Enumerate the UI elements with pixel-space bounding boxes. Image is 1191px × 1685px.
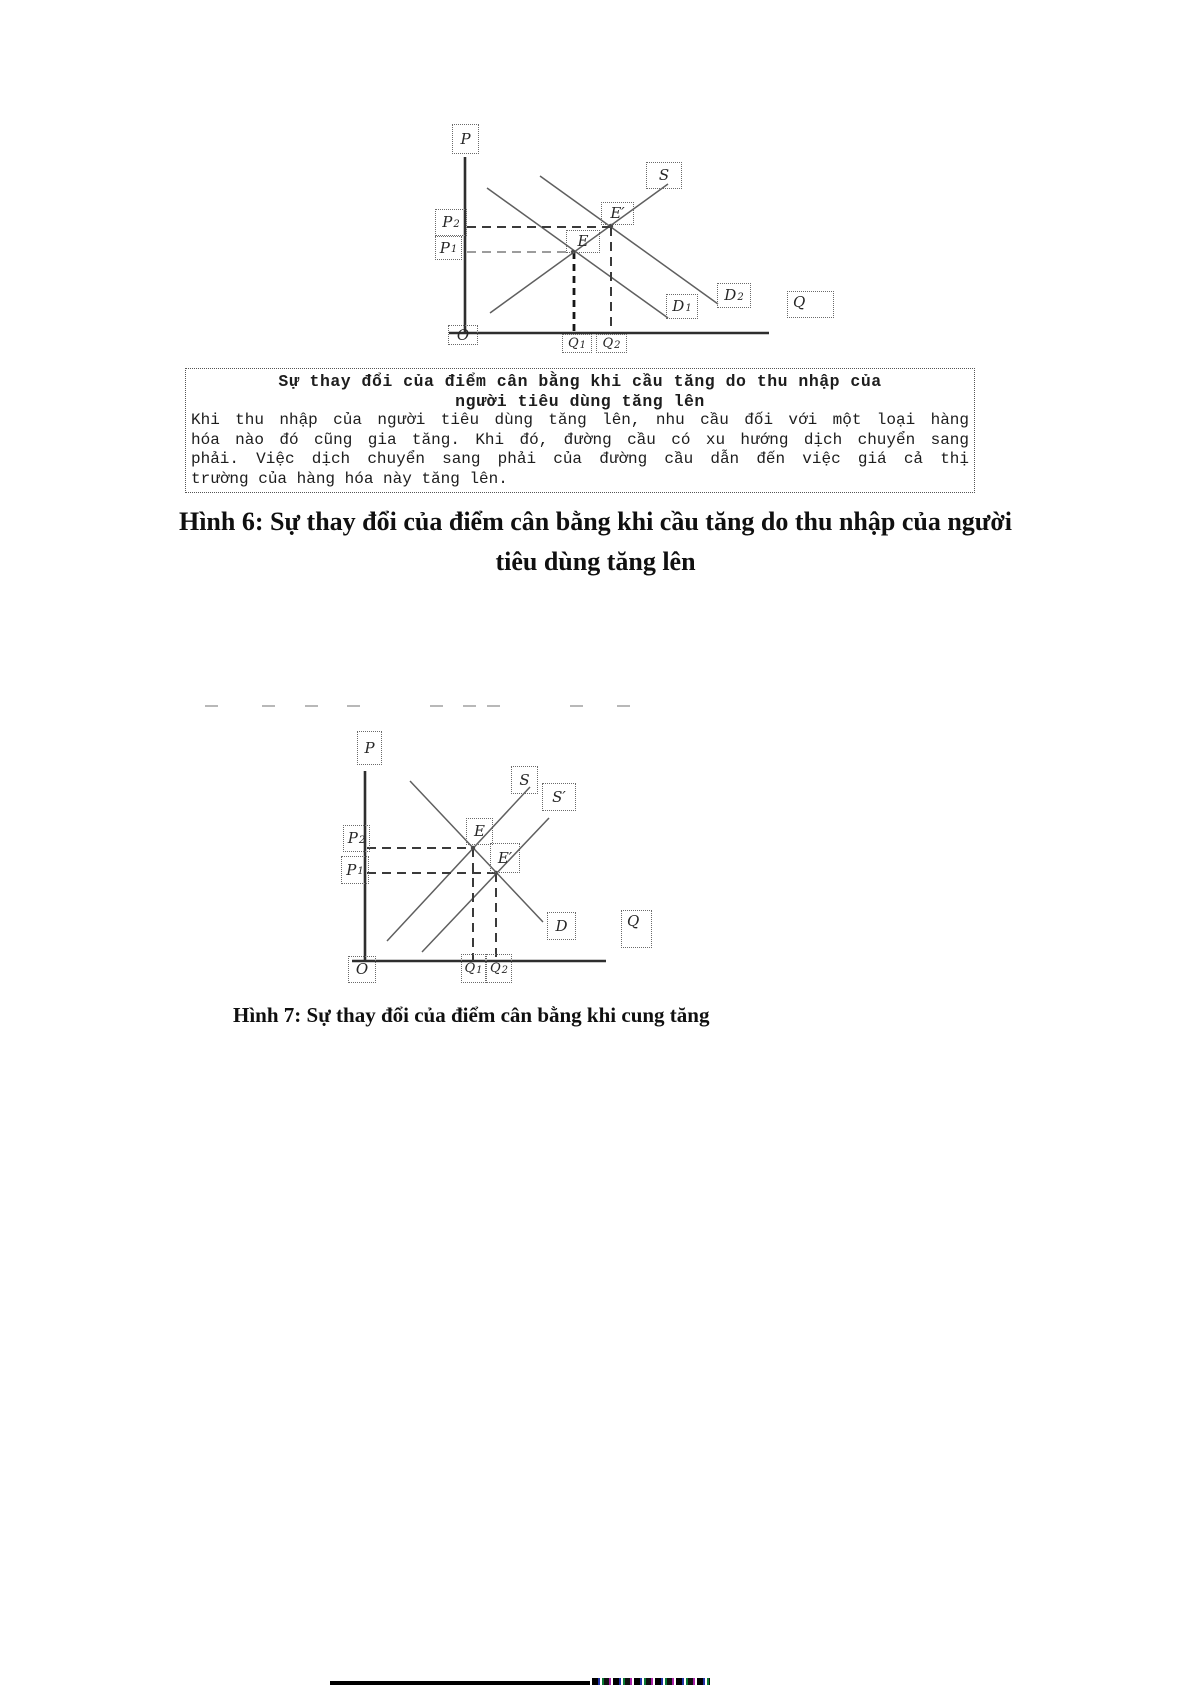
- fig7-caption: Hình 7: Sự thay đổi của điểm cân bằng khi cung tăng: [233, 1003, 710, 1027]
- scan-artifact-dash: [617, 705, 630, 707]
- fig6-description-body-line1: Khi thu nhập của người tiêu dùng tăng lên, nhu cầu đối với một loại hàng: [191, 411, 969, 429]
- fig7-label-p2-sub: 2: [358, 834, 366, 846]
- fig6-label-q2-base: Q: [602, 336, 614, 351]
- fig7-label-e: [466, 818, 493, 845]
- fig6-description-body-line2: hóa nào đó cũng gia tăng. Khi đó, đường cầu có xu hướng dịch chuyển sang: [191, 430, 969, 449]
- fig7-label-s-curve: [511, 766, 538, 794]
- scan-artifact-dash: [430, 705, 443, 707]
- fig6-label-e-prime: [601, 202, 634, 225]
- fig6-label-d1-base: D: [672, 297, 685, 315]
- fig7-label-q1-sub: 1: [476, 964, 483, 976]
- fig7-label-s-prime-curve: [542, 783, 576, 811]
- fig7-label-d-curve-text: D: [555, 916, 568, 935]
- fig6-label-s-curve: [646, 162, 682, 189]
- scan-artifact-dash: [205, 705, 218, 707]
- scan-artifact-dash: [463, 705, 476, 707]
- fig6-label-q2: [596, 334, 627, 353]
- scan-artifact-noise: [592, 1678, 710, 1685]
- fig7-label-q2-sub: 2: [501, 964, 509, 976]
- fig6-label-p2-base: P: [442, 213, 453, 231]
- fig7-label-q-axis-text: Q: [627, 912, 640, 930]
- fig7-label-p2: [343, 825, 370, 852]
- scan-artifact-dash: [262, 705, 275, 707]
- fig6-label-d1-sub: 1: [685, 302, 692, 314]
- scan-artifact-dash: [305, 705, 318, 707]
- fig7-label-d-curve: [547, 912, 576, 940]
- fig6-label-p-axis-text: P: [460, 129, 471, 148]
- fig6-description-title-line1: Sự thay đổi của điểm cân bằng khi cầu tăng do thu nhập của: [278, 372, 882, 391]
- fig6-caption-line2: tiêu dùng tăng lên: [495, 547, 696, 576]
- fig7-label-e-text: E: [474, 822, 485, 840]
- fig6-label-p1-base: P: [439, 238, 450, 257]
- fig6-label-p1-sub: 1: [450, 244, 458, 255]
- fig6-label-q2-sub: 2: [614, 339, 621, 351]
- fig6-label-origin: [448, 325, 478, 345]
- fig6-label-s-curve-text: S: [658, 166, 670, 184]
- fig7-label-p-axis-text: P: [364, 738, 375, 757]
- fig7-label-q2: [486, 954, 512, 983]
- fig7-label-origin-text: O: [355, 960, 369, 978]
- fig6-description-body-line4: trường của hàng hóa này tăng lên.: [191, 469, 508, 488]
- fig7-label-p-axis: [357, 731, 382, 765]
- fig6-label-e: [566, 230, 600, 253]
- fig7-label-q1-base: Q: [464, 961, 476, 976]
- fig6-label-q-axis-text: Q: [793, 293, 806, 311]
- fig7-label-p1-base: P: [346, 860, 357, 879]
- fig7-label-q-axis: [621, 910, 652, 948]
- fig6-label-e-text: E: [577, 232, 589, 250]
- page-bottom-rule: [330, 1681, 590, 1685]
- fig6-label-d2-sub: 2: [737, 291, 744, 303]
- fig6-label-p1: [435, 236, 462, 260]
- scan-artifact-dash: [487, 705, 500, 707]
- fig6-label-q1: [562, 334, 592, 353]
- fig7-label-s-prime-curve-text: S′: [552, 787, 566, 806]
- fig6-caption-line1: Hình 6: Sự thay đổi của điểm cân bằng khi cầu tăng do thu nhập của người: [178, 507, 1013, 536]
- fig6-label-q1-base: Q: [567, 336, 579, 351]
- fig6-label-p-axis: [452, 124, 479, 154]
- fig6-label-origin-text: O: [456, 325, 470, 344]
- fig7-label-origin: [348, 956, 376, 983]
- fig7-label-p1: [341, 856, 369, 884]
- fig6-label-p2: [435, 209, 467, 236]
- fig7-label-q1: [461, 954, 486, 983]
- fig7-label-s-curve-text: S: [519, 770, 530, 789]
- fig6-label-p2-sub: 2: [453, 218, 460, 230]
- fig7-equilibrium-point-e: [471, 846, 475, 850]
- fig7-label-e-prime-text: E′: [497, 848, 513, 867]
- fig6-label-q-axis: [787, 291, 834, 318]
- fig7-demand-curve: [410, 781, 543, 922]
- fig6-label-d2: [717, 283, 751, 308]
- fig6-label-d2-base: D: [724, 286, 737, 304]
- fig7-label-p1-sub: 1: [357, 866, 364, 877]
- fig6-description-title-line2: người tiêu dùng tăng lên: [455, 391, 705, 411]
- fig7-label-e-prime: [490, 843, 520, 873]
- fig6-label-e-prime-text: E′: [610, 204, 625, 222]
- fig6-caption: [0, 502, 1191, 582]
- fig6-description-box: [185, 368, 975, 493]
- scan-artifact-dash: [347, 705, 360, 707]
- fig6-description-body-line3: phải. Việc dịch chuyển sang phải của đường cầu dẫn đến việc giá cả thị: [191, 450, 969, 468]
- fig7-label-q2-base: Q: [489, 961, 501, 976]
- fig6-label-d1: [666, 294, 698, 319]
- fig7-label-p2-base: P: [347, 829, 358, 847]
- fig6-label-q1-sub: 1: [579, 339, 587, 351]
- scan-artifact-dash: [570, 705, 583, 707]
